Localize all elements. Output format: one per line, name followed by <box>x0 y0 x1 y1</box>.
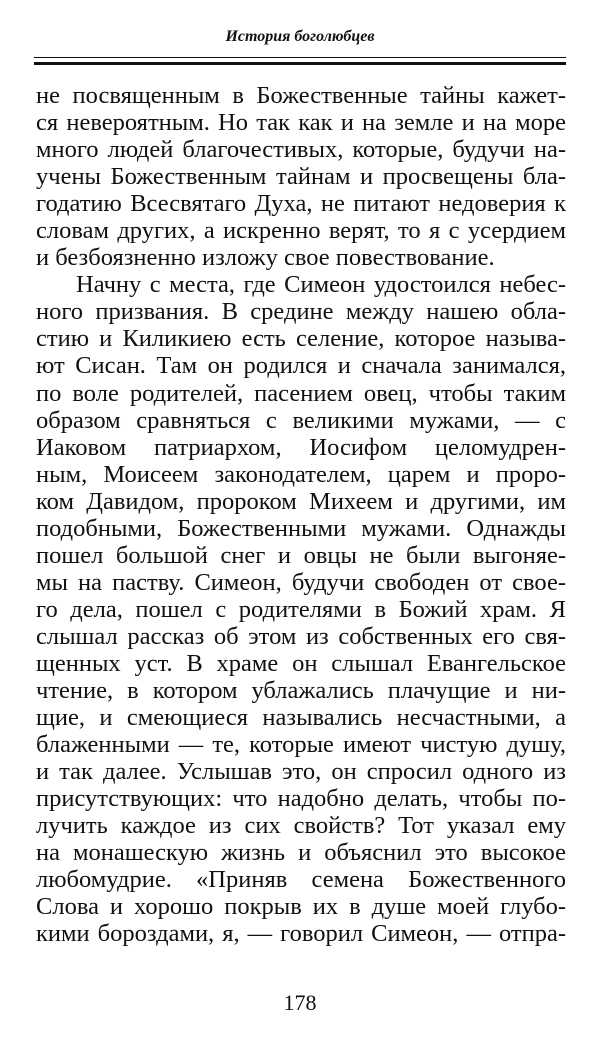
paragraph-2 <box>36 271 566 947</box>
text-line: ным, Моисеем законодателем, царем и проро- <box>36 460 566 488</box>
text-line: Иаковом патриархом, Иосифом целомудрен- <box>36 433 566 461</box>
text-line: щие, и смеющиеся назывались несчастными, а <box>36 704 566 732</box>
text-line: подобными, Божественными мужами. Однажды <box>36 514 566 542</box>
text-line: и безбоязненно изложу свое повествование. <box>36 244 495 272</box>
text-line: мы на паству. Симеон, будучи свободен от свое- <box>36 568 566 596</box>
header-rule-thick <box>34 62 566 65</box>
text-line: Слова и хорошо покрыв их в душе моей глубо- <box>36 893 566 921</box>
text-line: ся невероятным. Но так как и на земле и на море <box>36 109 566 137</box>
text-line: кими бороздами, я, — говорил Симеон, — отпра- <box>36 920 566 948</box>
text-line: учены Божественным тайнам и просвещены бла- <box>36 163 566 191</box>
text-line: слышал рассказ об этом из собственных его свя- <box>36 622 566 650</box>
running-head-title: История боголюбцев <box>225 28 375 45</box>
paragraph-1 <box>36 82 566 271</box>
text-line: го дела, пошел с родителями в Божий храм. Я <box>36 595 566 623</box>
text-line: образом сравняться с великими мужами, — с <box>36 406 566 434</box>
text-line: пошел большой снег и овцы не были выгоняе- <box>36 541 566 569</box>
page-number: 178 <box>283 990 317 1015</box>
text-line: ком Давидом, пророком Михеем и другими, им <box>36 487 566 515</box>
text-line: много людей благочестивых, которые, будучи на- <box>36 136 566 164</box>
text-line: не посвященным в Божественные тайны кажет- <box>36 82 566 109</box>
text-line: щенных уст. В храме он слышал Евангельское <box>36 649 566 677</box>
text-line: блаженными — те, которые имеют чистую душу, <box>36 731 566 759</box>
text-line: по воле родителей, пасением овец, чтобы таким <box>36 379 566 407</box>
body-text <box>36 82 566 948</box>
text-line: любомудрие. «Приняв семена Божественного <box>36 866 566 894</box>
text-line: словам других, а искренно верят, то я с усердием <box>36 217 566 245</box>
text-line: Начну с места, где Симеон удостоился небес- <box>76 271 566 299</box>
text-line: стию и Киликиею есть селение, которое называ- <box>36 325 566 353</box>
header-rule-thin <box>34 57 566 58</box>
text-line: ного призвания. В средине между нашею обла- <box>36 298 566 326</box>
text-line: ют Сисан. Там он родился и сначала занимался, <box>36 352 566 380</box>
text-line: годатию Всесвятаго Духа, не питают недоверия к <box>36 190 566 218</box>
text-line: лучить каждое из сих свойств? Тот указал ему <box>36 812 566 840</box>
text-line: на монашескую жизнь и объяснил это высокое <box>36 839 566 867</box>
text-line: присутствующих: что надобно делать, чтобы по- <box>36 785 566 813</box>
text-line: и так далее. Услышав это, он спросил одного из <box>36 758 566 786</box>
text-line: чтение, в котором ублажались плачущие и ни- <box>36 677 566 705</box>
